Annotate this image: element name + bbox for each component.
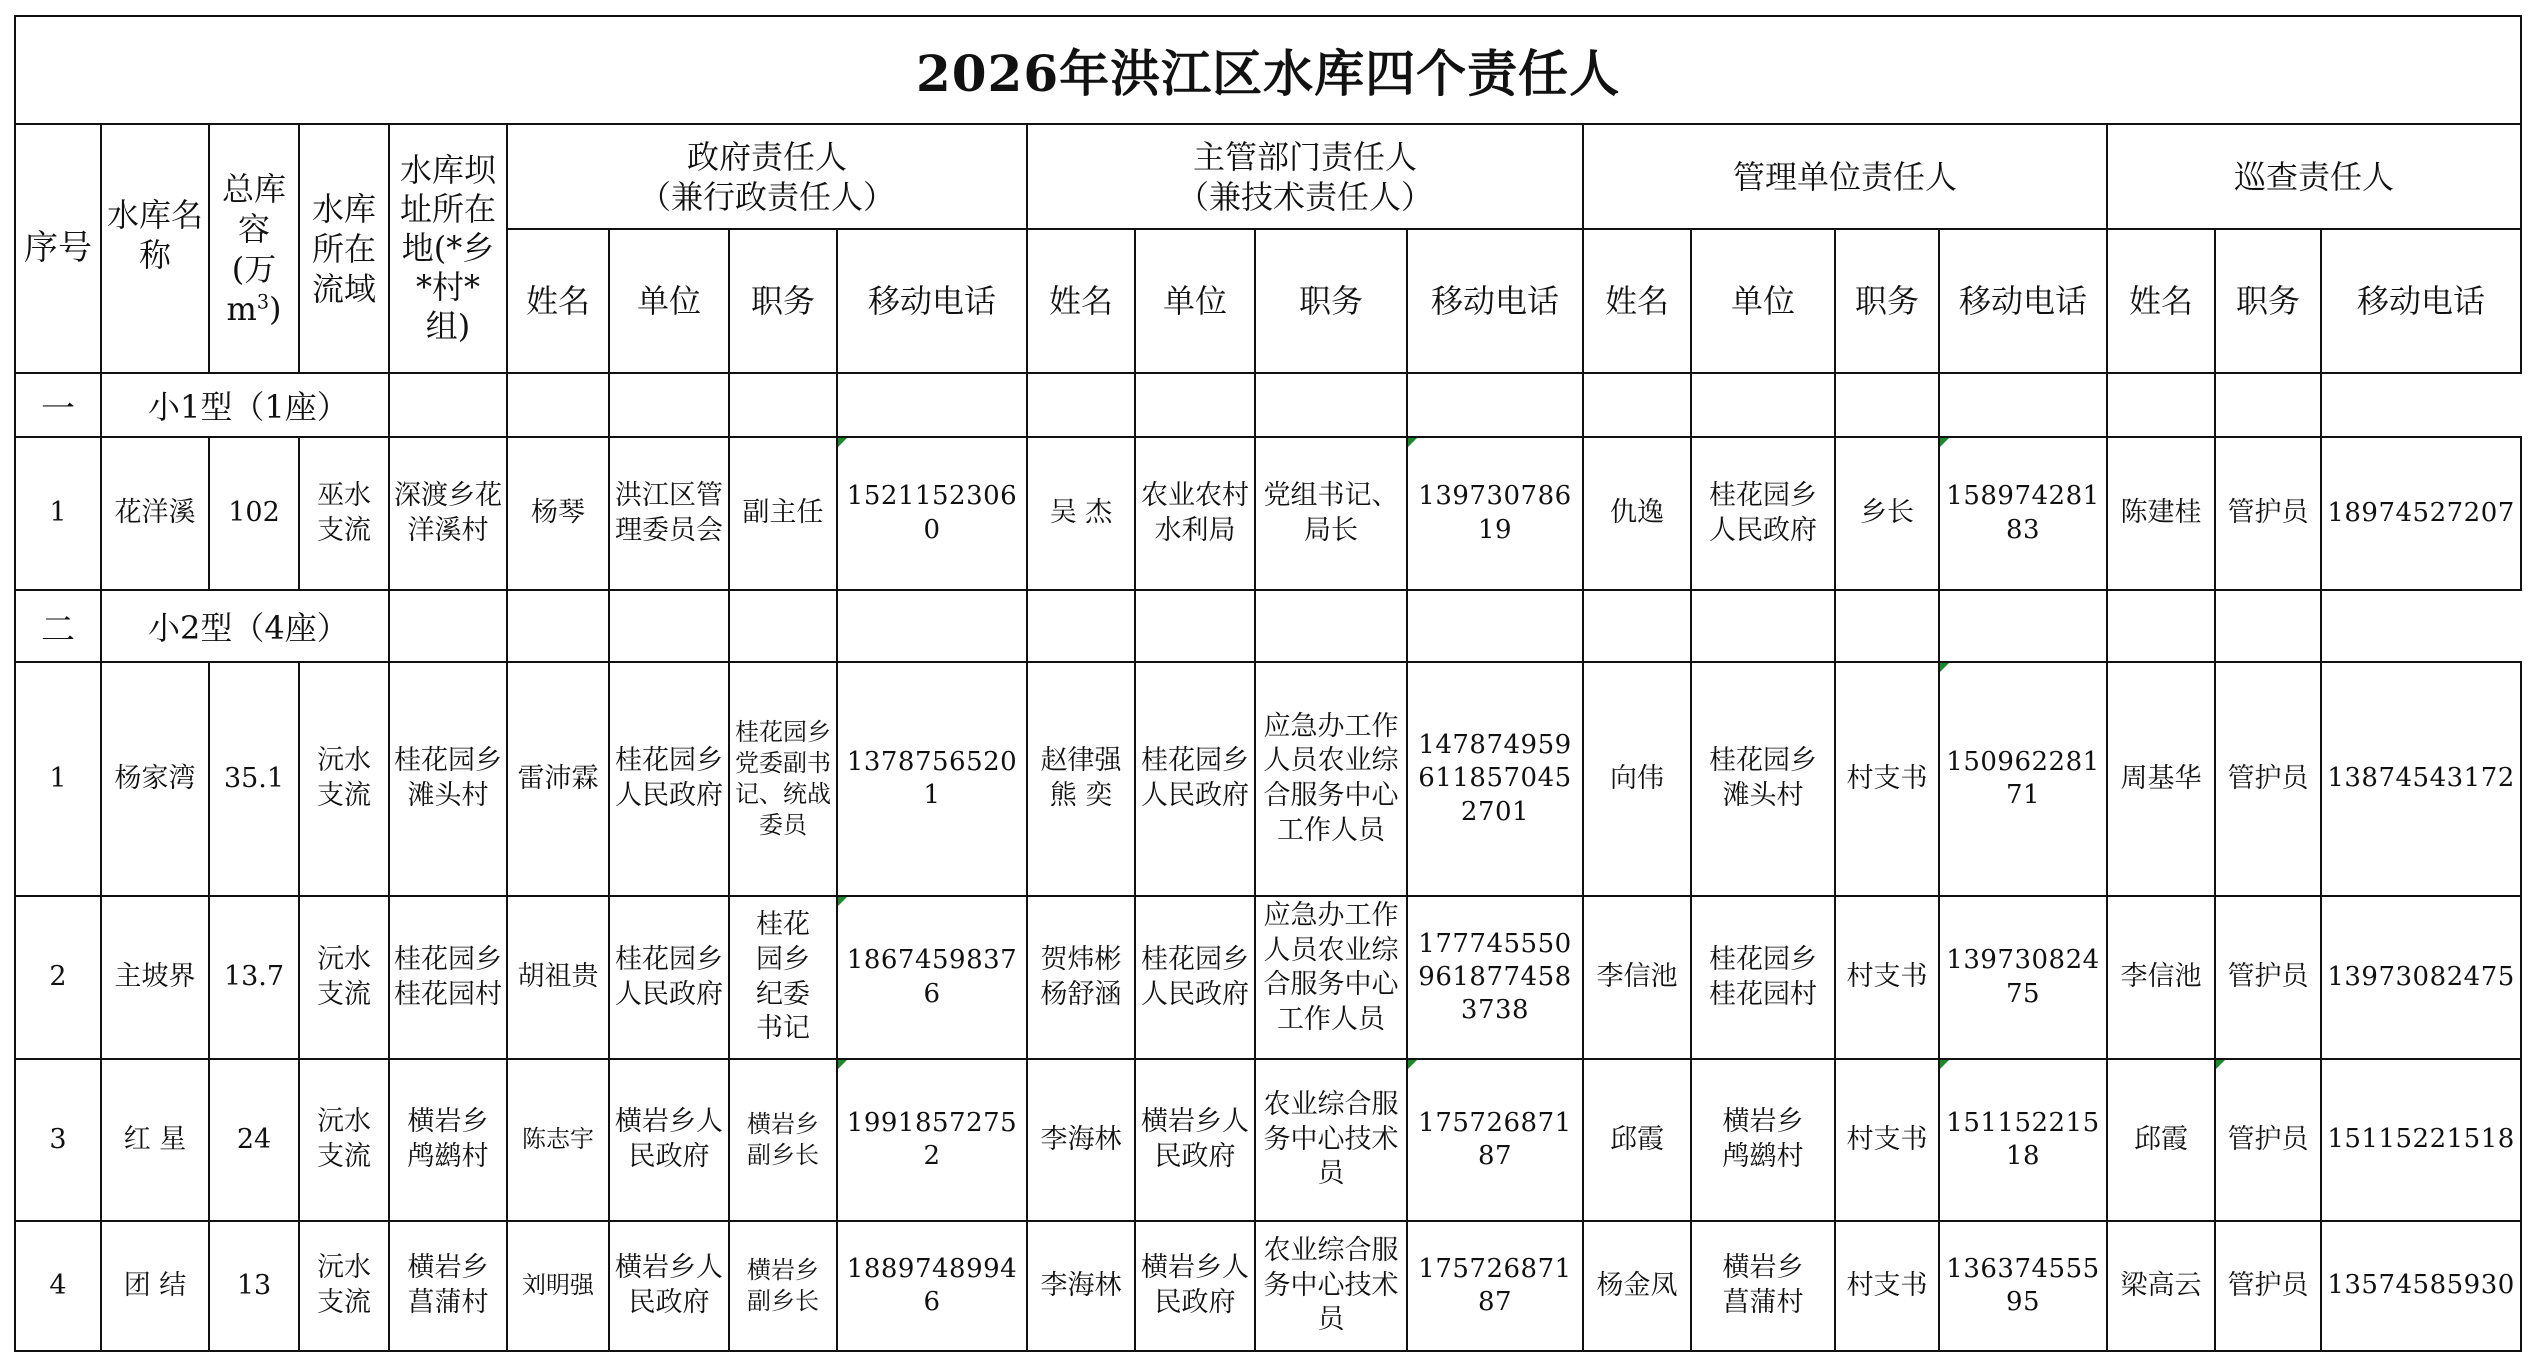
responsibility-table bbox=[14, 15, 2522, 1352]
header-dept-group-title: 主管部门责任人 bbox=[1192, 137, 1417, 176]
cell-dept-phone: 17572687187 bbox=[1407, 1221, 1583, 1351]
cell-gov-name: 杨琴 bbox=[507, 437, 609, 590]
subheader-dept-name: 姓名 bbox=[1027, 229, 1135, 373]
cell-dept-post: 应急办工作人员农业综合服务中心工作人员 bbox=[1255, 896, 1407, 1059]
subheader-gov-phone: 移动电话 bbox=[837, 229, 1027, 373]
header-patrol-group: 巡查责任人 bbox=[2107, 124, 2521, 229]
cell-patrol-post: 管护员 bbox=[2215, 896, 2321, 1059]
subheader-patrol-post: 职务 bbox=[2215, 229, 2321, 373]
cell-dept-name: 赵律强熊 奕 bbox=[1027, 662, 1135, 896]
table-row bbox=[15, 1059, 2521, 1221]
header-reservoir-name: 水库名称 bbox=[101, 124, 209, 373]
subheader-mgmt-name: 姓名 bbox=[1583, 229, 1691, 373]
cell-mgmt-phone: 15115221518 bbox=[1939, 1059, 2107, 1221]
subheader-gov-name: 姓名 bbox=[507, 229, 609, 373]
cell-mgmt-post: 村支书 bbox=[1835, 896, 1939, 1059]
cell-gov-name: 刘明强 bbox=[507, 1221, 609, 1351]
cell-gov-unit: 横岩乡人民政府 bbox=[609, 1059, 729, 1221]
cell-gov-phone: 13787565201 bbox=[837, 662, 1027, 896]
cell-gov-name: 陈志宇 bbox=[507, 1059, 609, 1221]
cell-mgmt-post: 村支书 bbox=[1835, 1059, 1939, 1221]
cell-reservoir-name: 杨家湾 bbox=[101, 662, 209, 896]
cell-mgmt-unit: 桂花园乡人民政府 bbox=[1691, 437, 1835, 590]
cell-dept-phone: 17572687187 bbox=[1407, 1059, 1583, 1221]
section-number: 二 bbox=[15, 590, 101, 662]
cell-capacity: 13.7 bbox=[209, 896, 299, 1059]
cell-patrol-name: 邱霞 bbox=[2107, 1059, 2215, 1221]
section-number: 一 bbox=[15, 373, 101, 437]
cell-gov-phone: 15211523060 bbox=[837, 437, 1027, 590]
cell-gov-post: 横岩乡副乡长 bbox=[729, 1059, 837, 1221]
header-seq: 序号 bbox=[15, 124, 101, 373]
cell-dept-name: 贺炜彬杨舒涵 bbox=[1027, 896, 1135, 1059]
cell-gov-unit: 横岩乡人民政府 bbox=[609, 1221, 729, 1351]
cell-reservoir-name: 花洋溪 bbox=[101, 437, 209, 590]
cell-gov-post: 桂花园乡纪委书记 bbox=[729, 896, 837, 1059]
cell-dept-unit: 农业农村水利局 bbox=[1135, 437, 1255, 590]
cell-patrol-post: 管护员 bbox=[2215, 1059, 2321, 1221]
cell-mgmt-unit: 桂花园乡滩头村 bbox=[1691, 662, 1835, 896]
cell-mgmt-unit: 桂花园乡桂花园村 bbox=[1691, 896, 1835, 1059]
cell-seq: 3 bbox=[15, 1059, 101, 1221]
subheader-mgmt-phone: 移动电话 bbox=[1939, 229, 2107, 373]
cell-gov-unit: 桂花园乡人民政府 bbox=[609, 662, 729, 896]
cell-mgmt-name: 仇逸 bbox=[1583, 437, 1691, 590]
cell-patrol-post: 管护员 bbox=[2215, 1221, 2321, 1351]
cell-dept-unit: 横岩乡人民政府 bbox=[1135, 1059, 1255, 1221]
cell-patrol-name: 梁高云 bbox=[2107, 1221, 2215, 1351]
cell-mgmt-phone: 15096228171 bbox=[1939, 662, 2107, 896]
cell-capacity: 24 bbox=[209, 1059, 299, 1221]
subheader-patrol-phone: 移动电话 bbox=[2321, 229, 2521, 373]
cell-mgmt-post: 村支书 bbox=[1835, 662, 1939, 896]
cell-gov-post: 桂花园乡党委副书记、统战委员 bbox=[729, 662, 837, 896]
cell-gov-post: 横岩乡副乡长 bbox=[729, 1221, 837, 1351]
header-capacity-unit-b: m bbox=[226, 289, 257, 328]
cell-patrol-name: 李信池 bbox=[2107, 896, 2215, 1059]
subheader-patrol-name: 姓名 bbox=[2107, 229, 2215, 373]
subheader-gov-unit: 单位 bbox=[609, 229, 729, 373]
cell-capacity: 13 bbox=[209, 1221, 299, 1351]
cell-location: 横岩乡菖蒲村 bbox=[389, 1221, 507, 1351]
cell-mgmt-unit: 横岩乡菖蒲村 bbox=[1691, 1221, 1835, 1351]
cell-mgmt-unit: 横岩乡鸬鹚村 bbox=[1691, 1059, 1835, 1221]
cell-patrol-phone: 15115221518 bbox=[2321, 1059, 2521, 1221]
table-row bbox=[15, 662, 2521, 896]
cell-patrol-post: 管护员 bbox=[2215, 437, 2321, 590]
cell-gov-post: 副主任 bbox=[729, 437, 837, 590]
subheader-dept-post: 职务 bbox=[1255, 229, 1407, 373]
cell-mgmt-name: 杨金凤 bbox=[1583, 1221, 1691, 1351]
cell-gov-phone: 18674598376 bbox=[837, 896, 1027, 1059]
cell-dept-phone: 1777455509618774583738 bbox=[1407, 896, 1583, 1059]
cell-location: 横岩乡鸬鹚村 bbox=[389, 1059, 507, 1221]
cell-patrol-phone: 13574585930 bbox=[2321, 1221, 2521, 1351]
cell-reservoir-name: 团 结 bbox=[101, 1221, 209, 1351]
subheader-gov-post: 职务 bbox=[729, 229, 837, 373]
header-basin: 水库所在流域 bbox=[299, 124, 389, 373]
cell-dept-unit: 横岩乡人民政府 bbox=[1135, 1221, 1255, 1351]
cell-location: 桂花园乡桂花园村 bbox=[389, 896, 507, 1059]
header-mgmt-group: 管理单位责任人 bbox=[1583, 124, 2107, 229]
cell-patrol-name: 周基华 bbox=[2107, 662, 2215, 896]
cell-patrol-phone: 13874543172 bbox=[2321, 662, 2521, 896]
cell-patrol-name: 陈建桂 bbox=[2107, 437, 2215, 590]
cell-basin: 沅水支流 bbox=[299, 1221, 389, 1351]
section-label: 小1型（1座） bbox=[101, 373, 389, 437]
cell-basin: 沅水支流 bbox=[299, 662, 389, 896]
cell-patrol-phone: 13973082475 bbox=[2321, 896, 2521, 1059]
cell-dept-phone: 13973078619 bbox=[1407, 437, 1583, 590]
subheader-mgmt-post: 职务 bbox=[1835, 229, 1939, 373]
cell-seq: 1 bbox=[15, 437, 101, 590]
cell-dept-post: 党组书记、局长 bbox=[1255, 437, 1407, 590]
header-capacity-label: 总库容 bbox=[221, 169, 286, 248]
cell-mgmt-name: 李信池 bbox=[1583, 896, 1691, 1059]
cell-dept-phone: 1478749596118570452701 bbox=[1407, 662, 1583, 896]
subheader-dept-unit: 单位 bbox=[1135, 229, 1255, 373]
cell-dept-post: 应急办工作人员农业综合服务中心工作人员 bbox=[1255, 662, 1407, 896]
page-title: 2026年洪江区水库四个责任人 bbox=[15, 16, 2521, 124]
header-capacity bbox=[209, 124, 299, 373]
header-gov-group-title: 政府责任人 bbox=[686, 137, 847, 176]
cell-mgmt-phone: 13973082475 bbox=[1939, 896, 2107, 1059]
cell-gov-phone: 18897489946 bbox=[837, 1221, 1027, 1351]
cell-dept-name: 李海林 bbox=[1027, 1221, 1135, 1351]
table-row bbox=[15, 896, 2521, 1059]
cell-basin: 沅水支流 bbox=[299, 896, 389, 1059]
subheader-mgmt-unit: 单位 bbox=[1691, 229, 1835, 373]
header-gov-group-subtitle: （兼行政责任人） bbox=[638, 177, 895, 216]
header-location: 水库坝址所在地(*乡*村*组) bbox=[389, 124, 507, 373]
cell-location: 桂花园乡滩头村 bbox=[389, 662, 507, 896]
cell-dept-name: 李海林 bbox=[1027, 1059, 1135, 1221]
cell-gov-unit: 洪江区管理委员会 bbox=[609, 437, 729, 590]
cell-gov-phone: 19918572752 bbox=[837, 1059, 1027, 1221]
cell-patrol-post: 管护员 bbox=[2215, 662, 2321, 896]
cell-mgmt-phone: 15897428183 bbox=[1939, 437, 2107, 590]
cell-dept-unit: 桂花园乡人民政府 bbox=[1135, 896, 1255, 1059]
cell-mgmt-name: 向伟 bbox=[1583, 662, 1691, 896]
cell-dept-unit: 桂花园乡人民政府 bbox=[1135, 662, 1255, 896]
header-gov-group bbox=[507, 124, 1027, 229]
cell-seq: 4 bbox=[15, 1221, 101, 1351]
cell-mgmt-phone: 13637455595 bbox=[1939, 1221, 2107, 1351]
cell-reservoir-name: 红 星 bbox=[101, 1059, 209, 1221]
header-dept-group bbox=[1027, 124, 1583, 229]
cell-mgmt-post: 村支书 bbox=[1835, 1221, 1939, 1351]
cell-basin: 沅水支流 bbox=[299, 1059, 389, 1221]
cell-gov-name: 雷沛霖 bbox=[507, 662, 609, 896]
reservoir-responsibility-sheet bbox=[14, 15, 2520, 1352]
header-dept-group-subtitle: （兼技术责任人） bbox=[1176, 177, 1433, 216]
subheader-dept-phone: 移动电话 bbox=[1407, 229, 1583, 373]
header-capacity-unit-c: ) bbox=[269, 289, 282, 328]
cell-seq: 1 bbox=[15, 662, 101, 896]
cell-capacity: 35.1 bbox=[209, 662, 299, 896]
cell-capacity: 102 bbox=[209, 437, 299, 590]
section-row bbox=[15, 590, 2521, 662]
cell-basin: 巫水支流 bbox=[299, 437, 389, 590]
cell-seq: 2 bbox=[15, 896, 101, 1059]
section-row bbox=[15, 373, 2521, 437]
header-capacity-unit-a: (万 bbox=[231, 249, 277, 288]
cell-reservoir-name: 主坡界 bbox=[101, 896, 209, 1059]
cell-patrol-phone: 18974527207 bbox=[2321, 437, 2521, 590]
cell-dept-post: 农业综合服务中心技术员 bbox=[1255, 1059, 1407, 1221]
cell-dept-name: 吴 杰 bbox=[1027, 437, 1135, 590]
cell-gov-unit: 桂花园乡人民政府 bbox=[609, 896, 729, 1059]
section-label: 小2型（4座） bbox=[101, 590, 389, 662]
table-row bbox=[15, 1221, 2521, 1351]
cell-mgmt-post: 乡长 bbox=[1835, 437, 1939, 590]
cell-location: 深渡乡花洋溪村 bbox=[389, 437, 507, 590]
cell-dept-post: 农业综合服务中心技术员 bbox=[1255, 1221, 1407, 1351]
cell-gov-name: 胡祖贵 bbox=[507, 896, 609, 1059]
header-capacity-unit-sup: 3 bbox=[256, 289, 270, 313]
table-row bbox=[15, 437, 2521, 590]
cell-mgmt-name: 邱霞 bbox=[1583, 1059, 1691, 1221]
